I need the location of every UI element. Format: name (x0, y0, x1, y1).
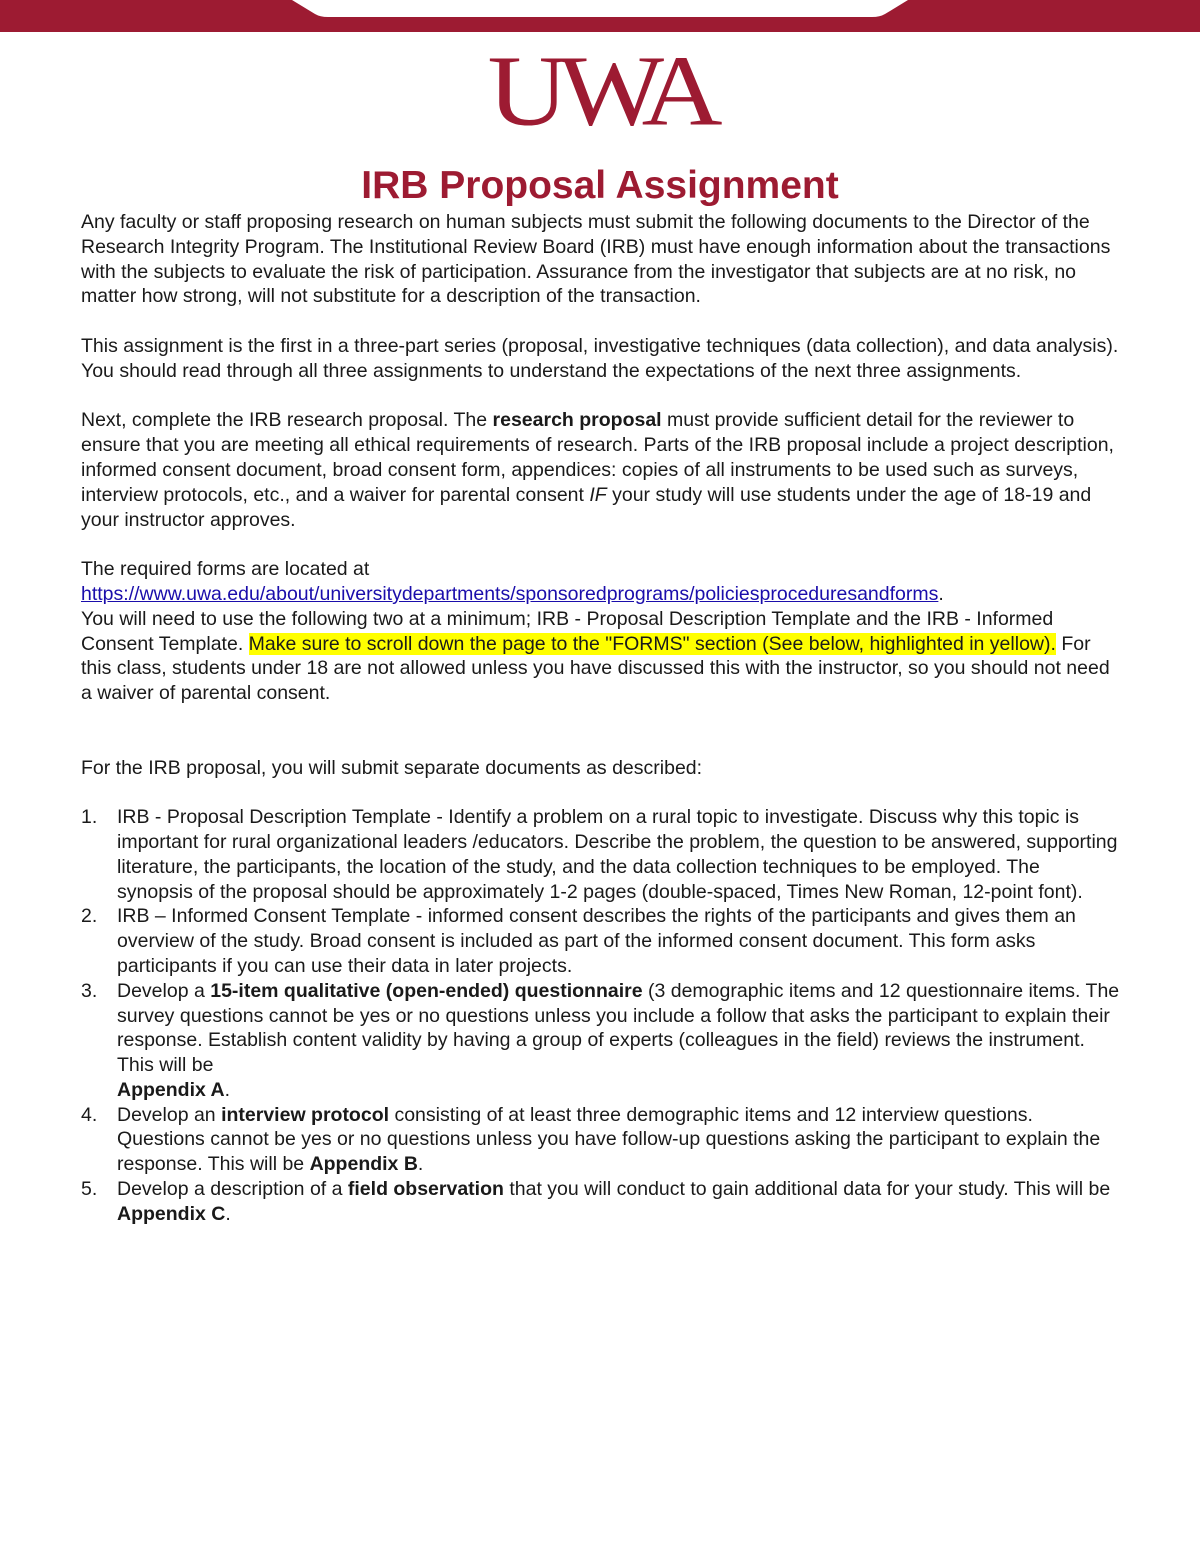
task-bold-term: interview protocol (221, 1103, 390, 1126)
appendix-label: Appendix A (117, 1078, 225, 1101)
forms-paragraph (81, 607, 1121, 706)
next-text-a: Next, complete the IRB research proposal. The (81, 409, 493, 432)
list-number: 5. (81, 1178, 98, 1201)
intro-paragraph: Any faculty or staff proposing research on human subjects must submit the following documents to the Director of the Research Integrity Program. The Institutional Review Board (IRB) must have enough information about the transactions with the subjects to evaluate the risk of participation. Assurance from the investigator that subjects are at no risk, no matter how strong, will not substitute for a description of the transaction. (81, 211, 1111, 308)
top-banner (0, 0, 1200, 32)
task-bold-term: field observation (347, 1178, 504, 1201)
list-item (81, 979, 1121, 1103)
forms-link-line (81, 582, 1121, 607)
forms-text-d: For this class, students under 18 are not allowed unless you have discussed this with the instructor, so you should not need a waiver of parental consent. (81, 632, 1110, 705)
forms-text-c: You will need to use the following two at a minimum; IRB - Proposal Description Template and the IRB - Informed Consent Template. (81, 607, 1054, 655)
uwa-logo-text: UWA (487, 35, 713, 147)
appendix-label: Appendix C (117, 1202, 226, 1225)
list-number: 3. (81, 979, 98, 1002)
task-text-c: (3 demographic items and 12 questionnaire items. The survey questions cannot be yes or no questions unless you include a follow that asks the participant to explain their response. Establish content validity by having a group of experts (colleagues in the field) reviews the instrument. This will be (117, 979, 1120, 1077)
list-number: 1. (81, 806, 98, 829)
list-number: 4. (81, 1103, 98, 1126)
task-list (81, 805, 1121, 1227)
task-text-a: Develop a description of a (117, 1178, 348, 1201)
next-text-e: your study will use students under the age of 18-19 and your instructor approves. (81, 483, 1092, 531)
series-paragraph: This assignment is the first in a three-part series (proposal, investigative techniques (data collection), and data analysis). You should read through all three assignments to understand the expectations of the next three assignments. (81, 334, 1119, 382)
submit-paragraph: For the IRB proposal, you will submit separate documents as described: (81, 756, 703, 779)
task-text-e: . (224, 1078, 231, 1101)
top-banner-tab (292, 0, 908, 17)
list-number: 2. (81, 905, 98, 928)
forms-highlight: Make sure to scroll down the page to the "FORMS" section (See below, highlighted in yellow). (248, 632, 1056, 655)
task-text-a: Develop an (117, 1103, 222, 1126)
spacer (81, 706, 1121, 756)
list-item (81, 1177, 1121, 1227)
next-paragraph (81, 408, 1121, 532)
page-title: IRB Proposal Assignment (361, 164, 839, 207)
list-item (81, 904, 1121, 978)
uwa-logo (480, 35, 720, 147)
appendix-label: Appendix B (309, 1153, 418, 1176)
if-emphasis: IF (589, 483, 607, 506)
task-text: IRB - Proposal Description Template - Identify a problem on a rural topic to investigate. Discuss why this topic is important for rural organizational leaders /educators. Describe the problem, the question to be answered, supporting literature, the participants, the location of the study, and the data collection techniques to be employed. The synopsis of the proposal should be approximately 1-2 pages (double-spaced, Times New Roman, 12-point font). (117, 806, 1118, 903)
spacer (81, 532, 1121, 557)
next-text-c: must provide sufficient detail for the reviewer to ensure that you are meeting all ethical requirements of research. Parts of the IRB proposal include a project description, informed consent document, broad consent form, appendices: copies of all instruments to be used such as surveys, interview protocols, etc., and a waiver for parental consent (81, 409, 1114, 506)
list-item (81, 1103, 1121, 1177)
document-body (81, 210, 1121, 1227)
task-text-c: consisting of at least three demographic items and 12 interview questions. Questions cannot be yes or no questions unless you have follow-up questions asking the participant to explain the response. This will be (117, 1103, 1101, 1176)
task-text-a: Develop a (117, 979, 211, 1002)
task-text-c: that you will conduct to gain additional data for your study. This will be (503, 1178, 1111, 1201)
list-item (81, 805, 1121, 904)
task-bold-term: 15-item qualitative (open-ended) questionnaire (210, 979, 643, 1002)
forms-link-period: . (938, 582, 944, 605)
spacer (81, 780, 1121, 805)
task-text: IRB – Informed Consent Template - informed consent describes the rights of the participants and gives them an overview of the study. Broad consent is included as part of the informed consent document. This form asks participants if you can use their data in later projects. (117, 905, 1076, 977)
forms-link[interactable]: https://www.uwa.edu/about/universitydepartments/sponsoredprograms/policiesproceduresandforms (81, 582, 939, 605)
forms-location-line: The required forms are located at (81, 558, 370, 581)
spacer (81, 309, 1121, 334)
task-text-e: . (225, 1202, 231, 1225)
task-text-e: . (417, 1153, 424, 1176)
spacer (81, 384, 1121, 409)
research-proposal-term: research proposal (492, 409, 662, 432)
